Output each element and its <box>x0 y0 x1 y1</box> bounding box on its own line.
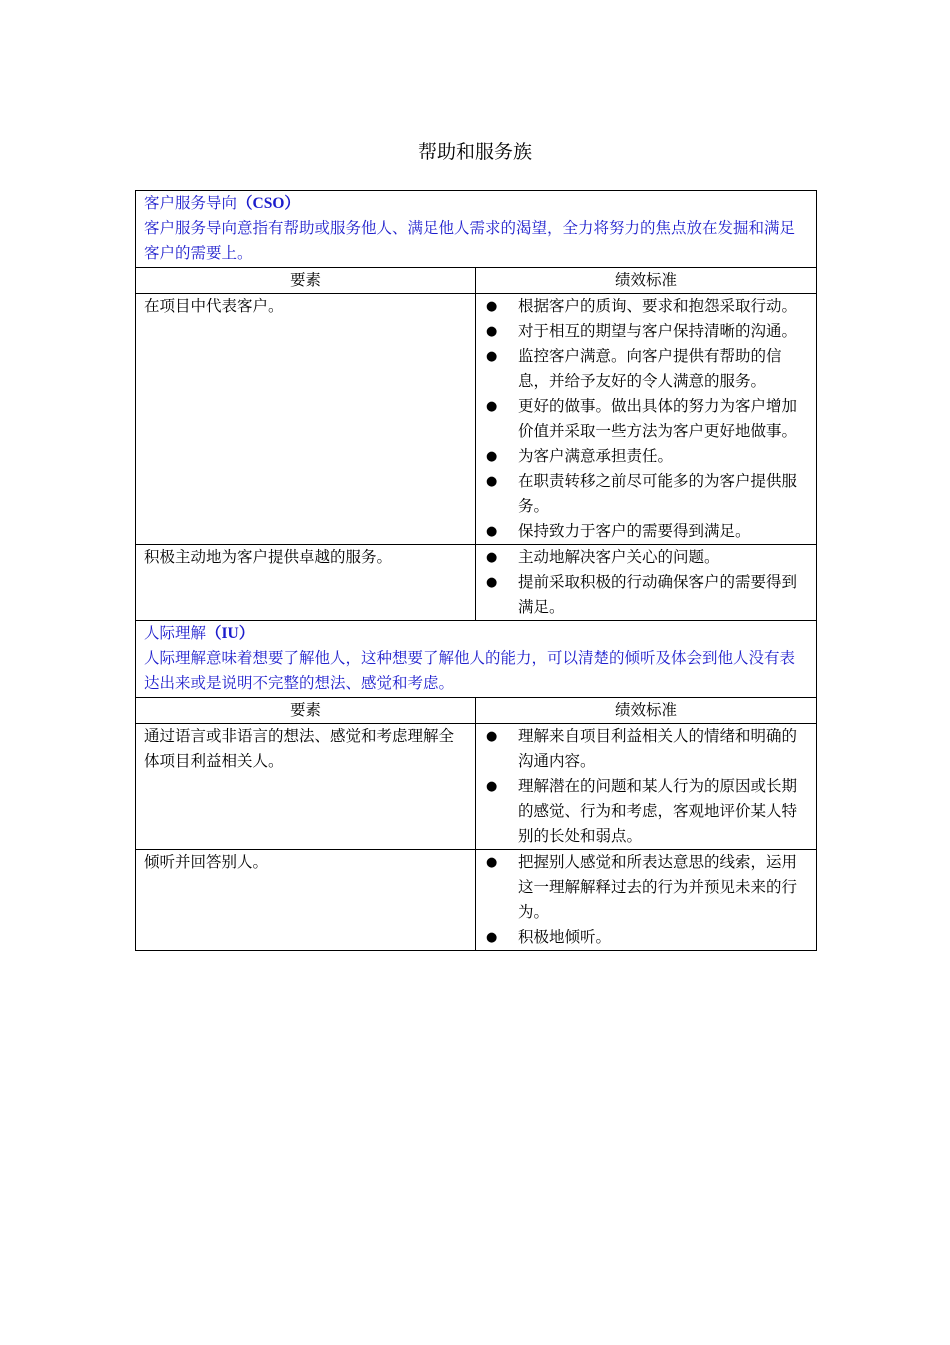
element-cell: 在项目中代表客户。 <box>136 294 476 545</box>
section-name: 人际理解 <box>144 624 207 642</box>
standard-text: 监控客户满意。向客户提供有帮助的信息，并给予友好的令人满意的服务。 <box>518 347 782 390</box>
standard-text: 为客户满意承担责任。 <box>518 447 674 465</box>
list-item <box>484 444 808 469</box>
standards-list <box>484 545 808 620</box>
list-item <box>484 570 808 620</box>
list-item <box>484 344 808 394</box>
bullet-icon: ● <box>486 474 498 489</box>
bullet-icon: ● <box>486 930 498 945</box>
list-item <box>484 319 808 344</box>
column-header-element: 要素 <box>136 268 476 294</box>
list-item <box>484 925 808 950</box>
standard-text: 主动地解决客户关心的问题。 <box>518 548 720 566</box>
bullet-icon: ● <box>486 855 498 870</box>
bullet-icon: ● <box>486 729 498 744</box>
standards-cell <box>476 850 817 951</box>
column-header-standard: 绩效标准 <box>476 268 817 294</box>
standards-list <box>484 850 808 950</box>
list-item <box>484 545 808 570</box>
bullet-icon: ● <box>486 399 498 414</box>
table-row <box>136 724 817 850</box>
section-name: 客户服务导向 <box>144 194 238 212</box>
standard-text: 提前采取积极的行动确保客户的需要得到满足。 <box>518 573 798 616</box>
table-row <box>136 545 817 621</box>
bullet-icon: ● <box>486 779 498 794</box>
bullet-icon: ● <box>486 324 498 339</box>
page-title: 帮助和服务族 <box>417 141 532 163</box>
standards-cell <box>476 724 817 850</box>
list-item <box>484 394 808 444</box>
standard-text: 根据客户的质询、要求和抱怨采取行动。 <box>518 297 798 315</box>
element-cell: 通过语言或非语言的想法、感觉和考虑理解全体项目利益相关人。 <box>136 724 476 850</box>
standard-text: 保持致力于客户的需要得到满足。 <box>518 522 751 540</box>
list-item <box>484 774 808 849</box>
bullet-icon: ● <box>486 449 498 464</box>
standards-cell <box>476 545 817 621</box>
list-item <box>484 724 808 774</box>
standard-text: 理解来自项目利益相关人的情绪和明确的沟通内容。 <box>518 727 798 770</box>
section-header-row <box>136 621 817 698</box>
bullet-icon: ● <box>486 575 498 590</box>
bullet-icon: ● <box>486 299 498 314</box>
section-description: 人际理解意味着想要了解他人，这种想要了解他人的能力，可以清楚的倾听及体会到他人没有表达出来或是说明不完整的想法、感觉和考虑。 <box>144 649 796 692</box>
element-cell: 倾听并回答别人。 <box>136 850 476 951</box>
section-iu <box>136 621 817 698</box>
standards-list <box>484 294 808 544</box>
element-cell: 积极主动地为客户提供卓越的服务。 <box>136 545 476 621</box>
standards-cell <box>476 294 817 545</box>
bullet-icon: ● <box>486 524 498 539</box>
section-code: （IU） <box>206 625 255 642</box>
bullet-icon: ● <box>486 349 498 364</box>
column-header-standard: 绩效标准 <box>476 698 817 724</box>
table-row <box>136 850 817 951</box>
standard-text: 把握别人感觉和所表达意思的线索，运用这一理解解释过去的行为并预见未来的行为。 <box>518 853 798 921</box>
section-description: 客户服务导向意指有帮助或服务他人、满足他人需求的渴望，全力将努力的焦点放在发掘和满足客户的需要上。 <box>144 219 796 262</box>
list-item <box>484 294 808 319</box>
section-header-row <box>136 191 817 268</box>
list-item <box>484 850 808 925</box>
list-item <box>484 519 808 544</box>
standard-text: 对于相互的期望与客户保持清晰的沟通。 <box>518 322 798 340</box>
standards-list <box>484 724 808 849</box>
section-title <box>144 191 808 216</box>
section-code: （CSO） <box>237 195 300 212</box>
bullet-icon: ● <box>486 550 498 565</box>
standard-text: 积极地倾听。 <box>518 928 612 946</box>
section-cso <box>136 191 817 268</box>
standard-text: 理解潜在的问题和某人行为的原因或长期的感觉、行为和考虑，客观地评价某人特别的长处和弱点。 <box>518 777 798 845</box>
competency-table <box>135 190 817 951</box>
standard-text: 在职责转移之前尽可能多的为客户提供服务。 <box>518 472 798 515</box>
standard-text: 更好的做事。做出具体的努力为客户增加价值并采取一些方法为客户更好地做事。 <box>518 397 798 440</box>
section-title <box>144 621 808 646</box>
column-header-element: 要素 <box>136 698 476 724</box>
column-header-row <box>136 698 817 724</box>
table-row <box>136 294 817 545</box>
list-item <box>484 469 808 519</box>
column-header-row <box>136 268 817 294</box>
